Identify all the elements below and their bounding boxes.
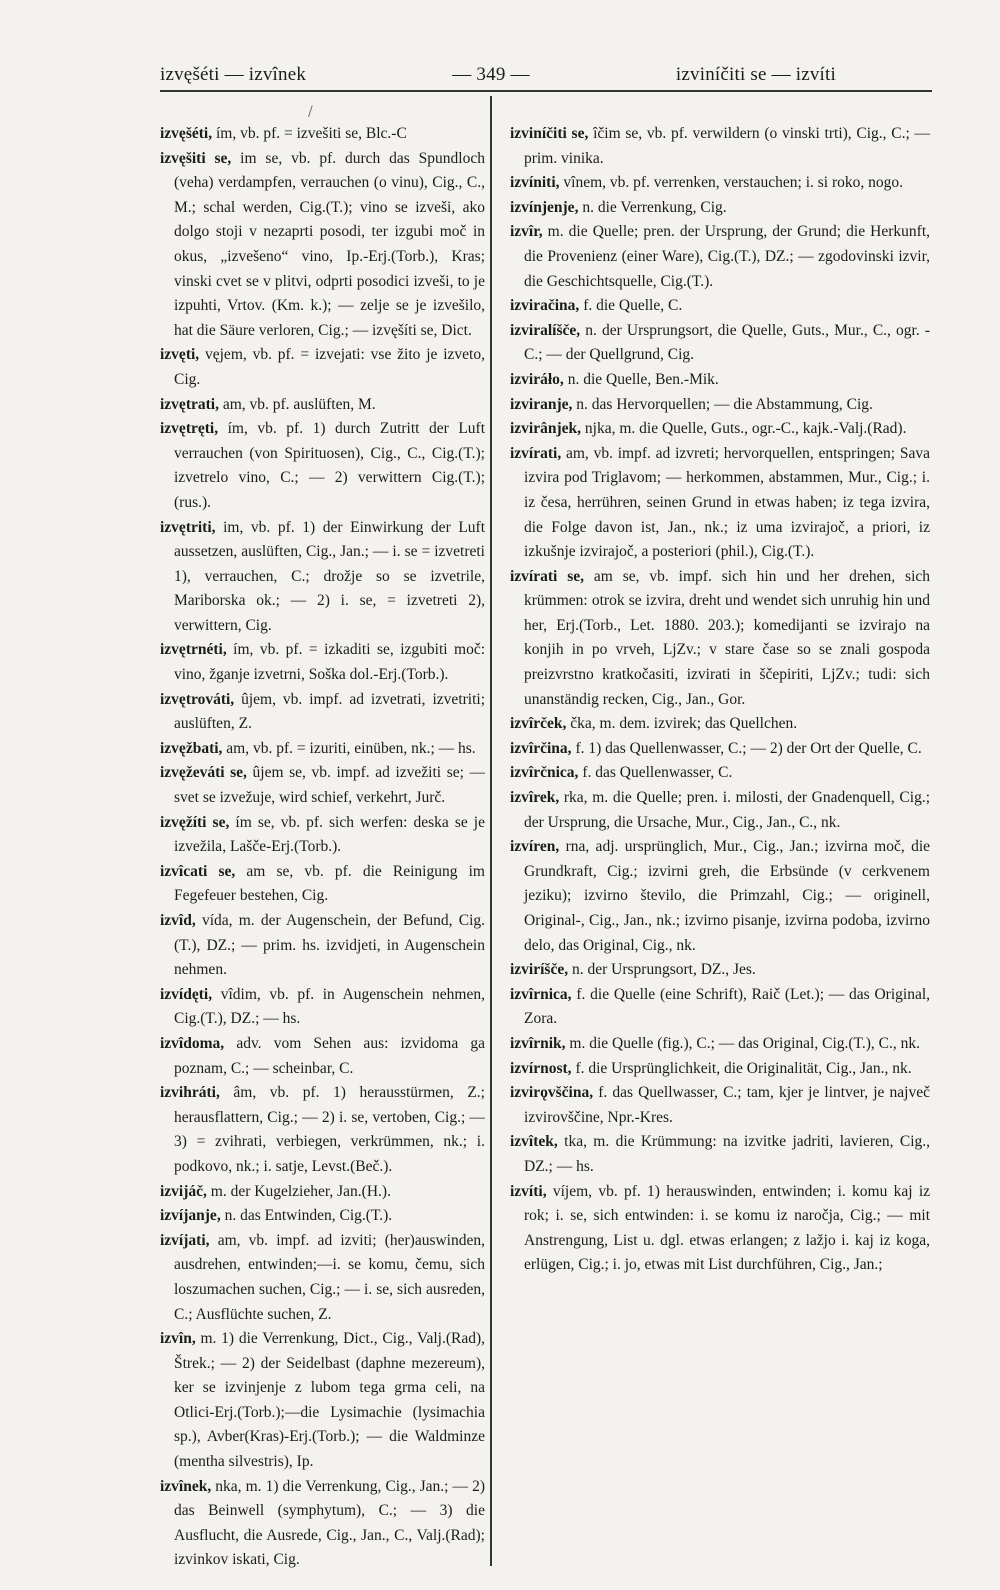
entry-definition: am, vb. impf. ad izviti; (her)auswinden, ausdrehen, entwinden;—i. se komu, čemu, sich loszumachen suchen, Cig.; — i. se, sich ausreden, C.; Ausflüchte suchen, Z. <box>174 1231 485 1323</box>
headword: izvirânjek, <box>510 420 582 438</box>
headword: izviríšče, <box>510 961 569 979</box>
headword: izvętrováti, <box>160 690 235 708</box>
headword: izvînek, <box>160 1477 212 1495</box>
dictionary-entry <box>510 1032 930 1057</box>
column-divider <box>490 96 492 1566</box>
dictionary-entry <box>510 737 930 762</box>
header-right-guide-words: izviníčiti se — izvíti <box>675 64 836 85</box>
headword: izvîd, <box>160 912 196 929</box>
dictionary-entry <box>510 1130 930 1179</box>
entry-definition: n. das Entwinden, Cig.(T.). <box>224 1207 393 1225</box>
entry-definition: m. 1) die Verrenkung, Dict., Cig., Valj.(Rad), Štrek.; — 2) der Seidelbast (daphne mezereum), ker se izvinjenje z lubom tega grma celi, na Otlici-Erj.(Torb.);—die Lysimachie (lysimachia sp.), Avber(Kras)-Erj.(Torb.); — die Waldminze (mentha silvestris), Ip. <box>174 1330 485 1471</box>
headword: izvîn, <box>160 1330 196 1348</box>
headword: izvijáč, <box>160 1182 207 1200</box>
entry-definition: njka, m. die Quelle, Guts., ogr.-C., kajk.-Valj.(Rad). <box>584 420 907 438</box>
dictionary-entry <box>160 860 485 909</box>
headword: izvîcati se, <box>160 862 236 880</box>
entry-definition: am, vb. pf. auslüften, M. <box>222 395 376 413</box>
entry-definition: im, vb. pf. 1) der Einwirkung der Luft aussetzen, auslüften, Cig., Jan.; — i. se = izvetreti 1), verrauchen, C.; drožje so se izvetrile, Mariborska ok.; — 2) i. se, = izvetreti 2), verwittern, Cig. <box>174 518 485 634</box>
entry-definition: víjem, vb. pf. 1) herauswinden, entwinden; i. komu kaj iz rok; i. se, sich entwinden: i. se komu iz naročja, Cig.; — mit Anstrengung, List u. dgl. etwas erlangen; z lažjo i. kaj iz koga, erlügen, Cig.; i. jo, etwas mit List durchführen, Cig., Jan.; <box>524 1182 930 1274</box>
headword: izvídęti, <box>160 985 213 1003</box>
headword: izvîrčnica, <box>510 764 579 782</box>
dictionary-entry <box>160 1081 485 1179</box>
entry-definition: rka, m. die Quelle; pren. i. milosti, der Gnadenquell, Cig.; der Ursprung, die Ursache, Mur., Cig., Jan., C., nk. <box>524 789 930 831</box>
headword: izvęšéti, <box>160 125 213 142</box>
dictionary-entry <box>160 1032 485 1081</box>
entry-definition: am, vb. impf. ad izvreti; hervorquellen, entspringen; Sava izvira pod Triglavom; — herkommen, abstammen, Mur., Cig.; i. iz česa, herrühren, seinen Grund in etwas haben; iz tega izvira, die Folge davon ist, Jan., nk.; iz uma izvirajoč, a priori, iz izkušnje izvirajoč, a posteriori (phil.), Cig.(T.). <box>524 444 930 561</box>
dictionary-entry <box>510 319 930 368</box>
headword: izvęti, <box>160 346 200 364</box>
headword: izvíren, <box>510 838 560 856</box>
dictionary-entry <box>160 417 485 515</box>
entry-definition: ûjem se, vb. impf. ad izvežiti se; — svet se izvežuje, wird schief, verkehrt, Jurč. <box>174 764 485 807</box>
headword: izvętriti, <box>160 518 216 536</box>
entry-definition: ûjem, vb. impf. ad izvetrati, izvetriti; auslüften, Z. <box>174 690 485 733</box>
dictionary-entry <box>510 122 930 171</box>
dictionary-entry <box>160 737 485 762</box>
headword: izviranje, <box>510 395 573 413</box>
headword: izvírnost, <box>510 1059 572 1077</box>
headword: izvírati se, <box>510 567 585 585</box>
entry-definition: nka, m. 1) die Verrenkung, Cig., Jan.; — 2) das Beinwell (symphytum), C.; — 3) die Ausflucht, die Ausrede, Cig., Jan., C., Valj.(Rad); izvinkov iskati, Cig. <box>174 1477 485 1569</box>
dictionary-entry <box>510 294 930 319</box>
entry-definition: vîdim, vb. pf. in Augenschein nehmen, Cig.(T.), DZ.; — hs. <box>174 985 485 1028</box>
entry-definition: m. die Quelle; pren. der Ursprung, der Grund; die Herkunft, die Provenienz (einer Ware), Cig.(T.), DZ.; — zgodovinski izvir, die Geschichtsquelle, Cig.(T.). <box>524 223 930 290</box>
dictionary-entry <box>160 811 485 860</box>
entry-definition: vęjem, vb. pf. = izvejati: vse žito je izveto, Cig. <box>174 346 485 388</box>
headword: izvirǫvščina, <box>510 1084 594 1102</box>
dictionary-entry <box>510 171 930 196</box>
entry-definition: ím, vb. pf. = izkaditi se, izgubiti moč: vino, žganje izvetrni, Soška dol.-Erj.(Torb.). <box>174 641 485 684</box>
dictionary-entry <box>510 220 930 294</box>
entry-definition: n. das Hervorquellen; — die Abstammung, Cig. <box>576 395 873 413</box>
dictionary-entry <box>510 761 930 786</box>
dictionary-entry <box>160 343 485 392</box>
entry-definition: am se, vb. impf. sich hin und her drehen, sich krümmen: otrok se izvira, dreht und wendet sich unruhig hin und her, Erj.(Torb., Let. 1880. 203.); komedijanti se izvirajo na konjih in po vrveh, LjZv.; v stare čase so se znali gospoda preizvrstno kratkočasiti, izvirati in ščepiriti, LjZv.; tudi: sich unanständig recken, Cig., Jan., Gor. <box>524 567 930 708</box>
entry-definition: n. die Quelle, Ben.-Mik. <box>567 370 719 388</box>
entry-definition: f. die Quelle (eine Schrift), Raič (Let.); — das Original, Zora. <box>524 985 930 1028</box>
entry-definition: ím se, vb. pf. sich werfen: deska se je izvežila, Lašče-Erj.(Torb.). <box>174 813 485 856</box>
entry-definition: âm, vb. pf. 1) herausstürmen, Z.; herausflattern, Cig.; — 2) i. se, vertoben, Cig.; — 3) = zvihrati, verbiegen, verkrümmen, nk.; i. podkovo, nk.; i. satje, Levst.(Beč.). <box>174 1084 485 1175</box>
dictionary-entry <box>160 909 485 983</box>
entry-definition: n. der Ursprungsort, DZ., Jes. <box>571 961 756 979</box>
headword: izvęžíti se, <box>160 813 230 831</box>
entry-definition: tka, m. die Krümmung: na izvitke jadriti, lavieren, Cig., DZ.; — hs. <box>524 1133 930 1175</box>
dictionary-entry <box>510 417 930 442</box>
entry-definition: rna, adj. ursprünglich, Mur., Cig., Jan.; izvirna moč, die Grundkraft, Cig.; izvirni greh, die Erbsünde (v cerkvenem jeziku); izvirno število, die Primzahl, Cig.; — originell, Original-, Cig., Jan., nk.; izvirno pisanje, izvirna podoba, izvirno delo, das Original, Cig., nk. <box>524 838 930 954</box>
header-rule <box>160 90 932 92</box>
entry-definition: ím, vb. pf. = izvešiti se, Blc.-C <box>215 125 407 142</box>
dictionary-entry <box>160 1180 485 1205</box>
entry-definition: ím, vb. pf. 1) durch Zutritt der Luft verrauchen (von Spirituosen), Cig., C., Cig.(T.); izvetrelo vino, C.; — 2) verwittern Cig.(T.); (rus.). <box>174 420 485 511</box>
entry-definition: f. die Ursprünglichkeit, die Originalität, Cig., Jan., nk. <box>575 1059 912 1077</box>
running-header <box>160 58 836 92</box>
headword: izvíjanje, <box>160 1207 221 1225</box>
headword: izvîrnica, <box>510 985 572 1003</box>
right-column <box>510 122 930 1572</box>
entry-definition: am, vb. pf. = izuriti, einüben, nk.; — hs. <box>226 739 476 757</box>
headword: izviralíšče, <box>510 321 581 339</box>
dictionary-entry <box>510 1057 930 1082</box>
dictionary-entry <box>510 565 930 713</box>
dictionary-entry <box>160 761 485 810</box>
dictionary-entry <box>160 1229 485 1327</box>
dictionary-entry <box>160 983 485 1032</box>
dictionary-entry <box>510 835 930 958</box>
headword: izvętręti, <box>160 420 219 438</box>
entry-definition: f. das Quellenwasser, C. <box>582 764 733 782</box>
headword: izvîrnik, <box>510 1034 566 1052</box>
entry-definition: adv. vom Sehen aus: izvidoma ga poznam, C.; — scheinbar, C. <box>174 1034 485 1077</box>
dictionary-entry <box>160 393 485 418</box>
entry-definition: vída, m. der Augenschein, der Befund, Cig.(T.), DZ.; — prim. hs. izvidjeti, in Augenschein nehmen. <box>174 912 485 979</box>
headword: izvihráti, <box>160 1084 220 1102</box>
left-column <box>160 122 485 1572</box>
dictionary-entry <box>160 1204 485 1229</box>
entry-definition: n. der Ursprungsort, die Quelle, Guts., Mur., C., ogr. - C.; — der Quellgrund, Cig. <box>524 321 930 364</box>
entry-definition: f. 1) das Quellenwasser, C.; — 2) der Ort der Quelle, C. <box>575 739 922 757</box>
entry-definition: am se, vb. pf. die Reinigung im Fegefeuer bestehen, Cig. <box>174 862 485 905</box>
dictionary-entry <box>510 958 930 983</box>
entry-definition: m. die Quelle (fig.), C.; — das Original, Cig.(T.), C., nk. <box>569 1034 920 1052</box>
entry-definition: im se, vb. pf. durch das Spundloch (veha) verdampfen, verrauchen (o vinu), Cig., C., M.; schal werden, Cig.(T.); vino se izveši, ako dolgo stoji v nezaprti posodi, ter izgubi moč in okus, „izvešeno“ vino, Ip.-Erj.(Torb.), Kras; vinski cvet se v plitvi, odprti posodici izveši, to je izpuhti, Vrtov. (Km. k.); — zelje se je izvešilo, hat die Säure verloren, Cig.; — izvęšíti se, Dict. <box>174 149 485 339</box>
headword: izvírati, <box>510 444 562 462</box>
dictionary-entry <box>160 122 485 147</box>
dictionary-entry <box>160 1475 485 1572</box>
headword: izviráło, <box>510 370 564 388</box>
stray-mark: / <box>308 104 313 120</box>
dictionary-entry <box>510 1081 930 1130</box>
headword: izviračina, <box>510 297 580 315</box>
dictionary-entry <box>160 688 485 737</box>
headword: izvęšiti se, <box>160 149 232 167</box>
dictionary-entry <box>510 442 930 565</box>
dictionary-entry <box>160 1327 485 1475</box>
dictionary-entry <box>510 786 930 835</box>
dictionary-entry <box>510 196 930 221</box>
entry-definition: f. das Quellwasser, C.; tam, kjer je lintver, je največ izvirovščine, Npr.-Kres. <box>524 1084 930 1126</box>
dictionary-entry <box>510 1180 930 1278</box>
dictionary-entry <box>510 983 930 1032</box>
headword: izvîrek, <box>510 789 560 807</box>
dictionary-entry <box>160 638 485 687</box>
dictionary-entry <box>510 712 930 737</box>
entry-definition: îčim se, vb. pf. verwildern (o vinski trti), Cig., C.; — prim. vinika. <box>524 125 930 167</box>
headword: izvętrati, <box>160 395 219 413</box>
headword: izvíniti, <box>510 174 560 192</box>
entry-definition: vînem, vb. pf. verrenken, verstauchen; i. si roko, nogo. <box>563 174 904 192</box>
dictionary-entry <box>160 516 485 639</box>
dictionary-entry <box>510 393 930 418</box>
header-left-guide-words: izvęšéti — izvînek <box>160 64 307 85</box>
headword: izvęževáti se, <box>160 764 247 782</box>
headword: izvîtek, <box>510 1133 558 1151</box>
headword: izvíjati, <box>160 1231 210 1249</box>
headword: izvęžbati, <box>160 739 223 757</box>
headword: izvîrčina, <box>510 739 572 757</box>
entry-definition: čka, m. dem. izvirek; das Quellchen. <box>570 715 798 733</box>
dictionary-entry <box>510 368 930 393</box>
entry-definition: f. die Quelle, C. <box>583 297 683 315</box>
headword: izvíti, <box>510 1182 547 1200</box>
dictionary-entry <box>160 147 485 344</box>
headword: izvîdoma, <box>160 1034 225 1052</box>
headword: izvętrnéti, <box>160 641 227 659</box>
page-number: — 349 — <box>452 64 530 85</box>
headword: izvîrček, <box>510 715 567 733</box>
entry-definition: m. der Kugelzieher, Jan.(H.). <box>210 1182 391 1200</box>
entry-definition: n. die Verrenkung, Cig. <box>582 198 727 216</box>
headword: izvîr, <box>510 223 543 241</box>
headword: izviníčiti se, <box>510 125 589 142</box>
headword: izvínjenje, <box>510 198 579 216</box>
